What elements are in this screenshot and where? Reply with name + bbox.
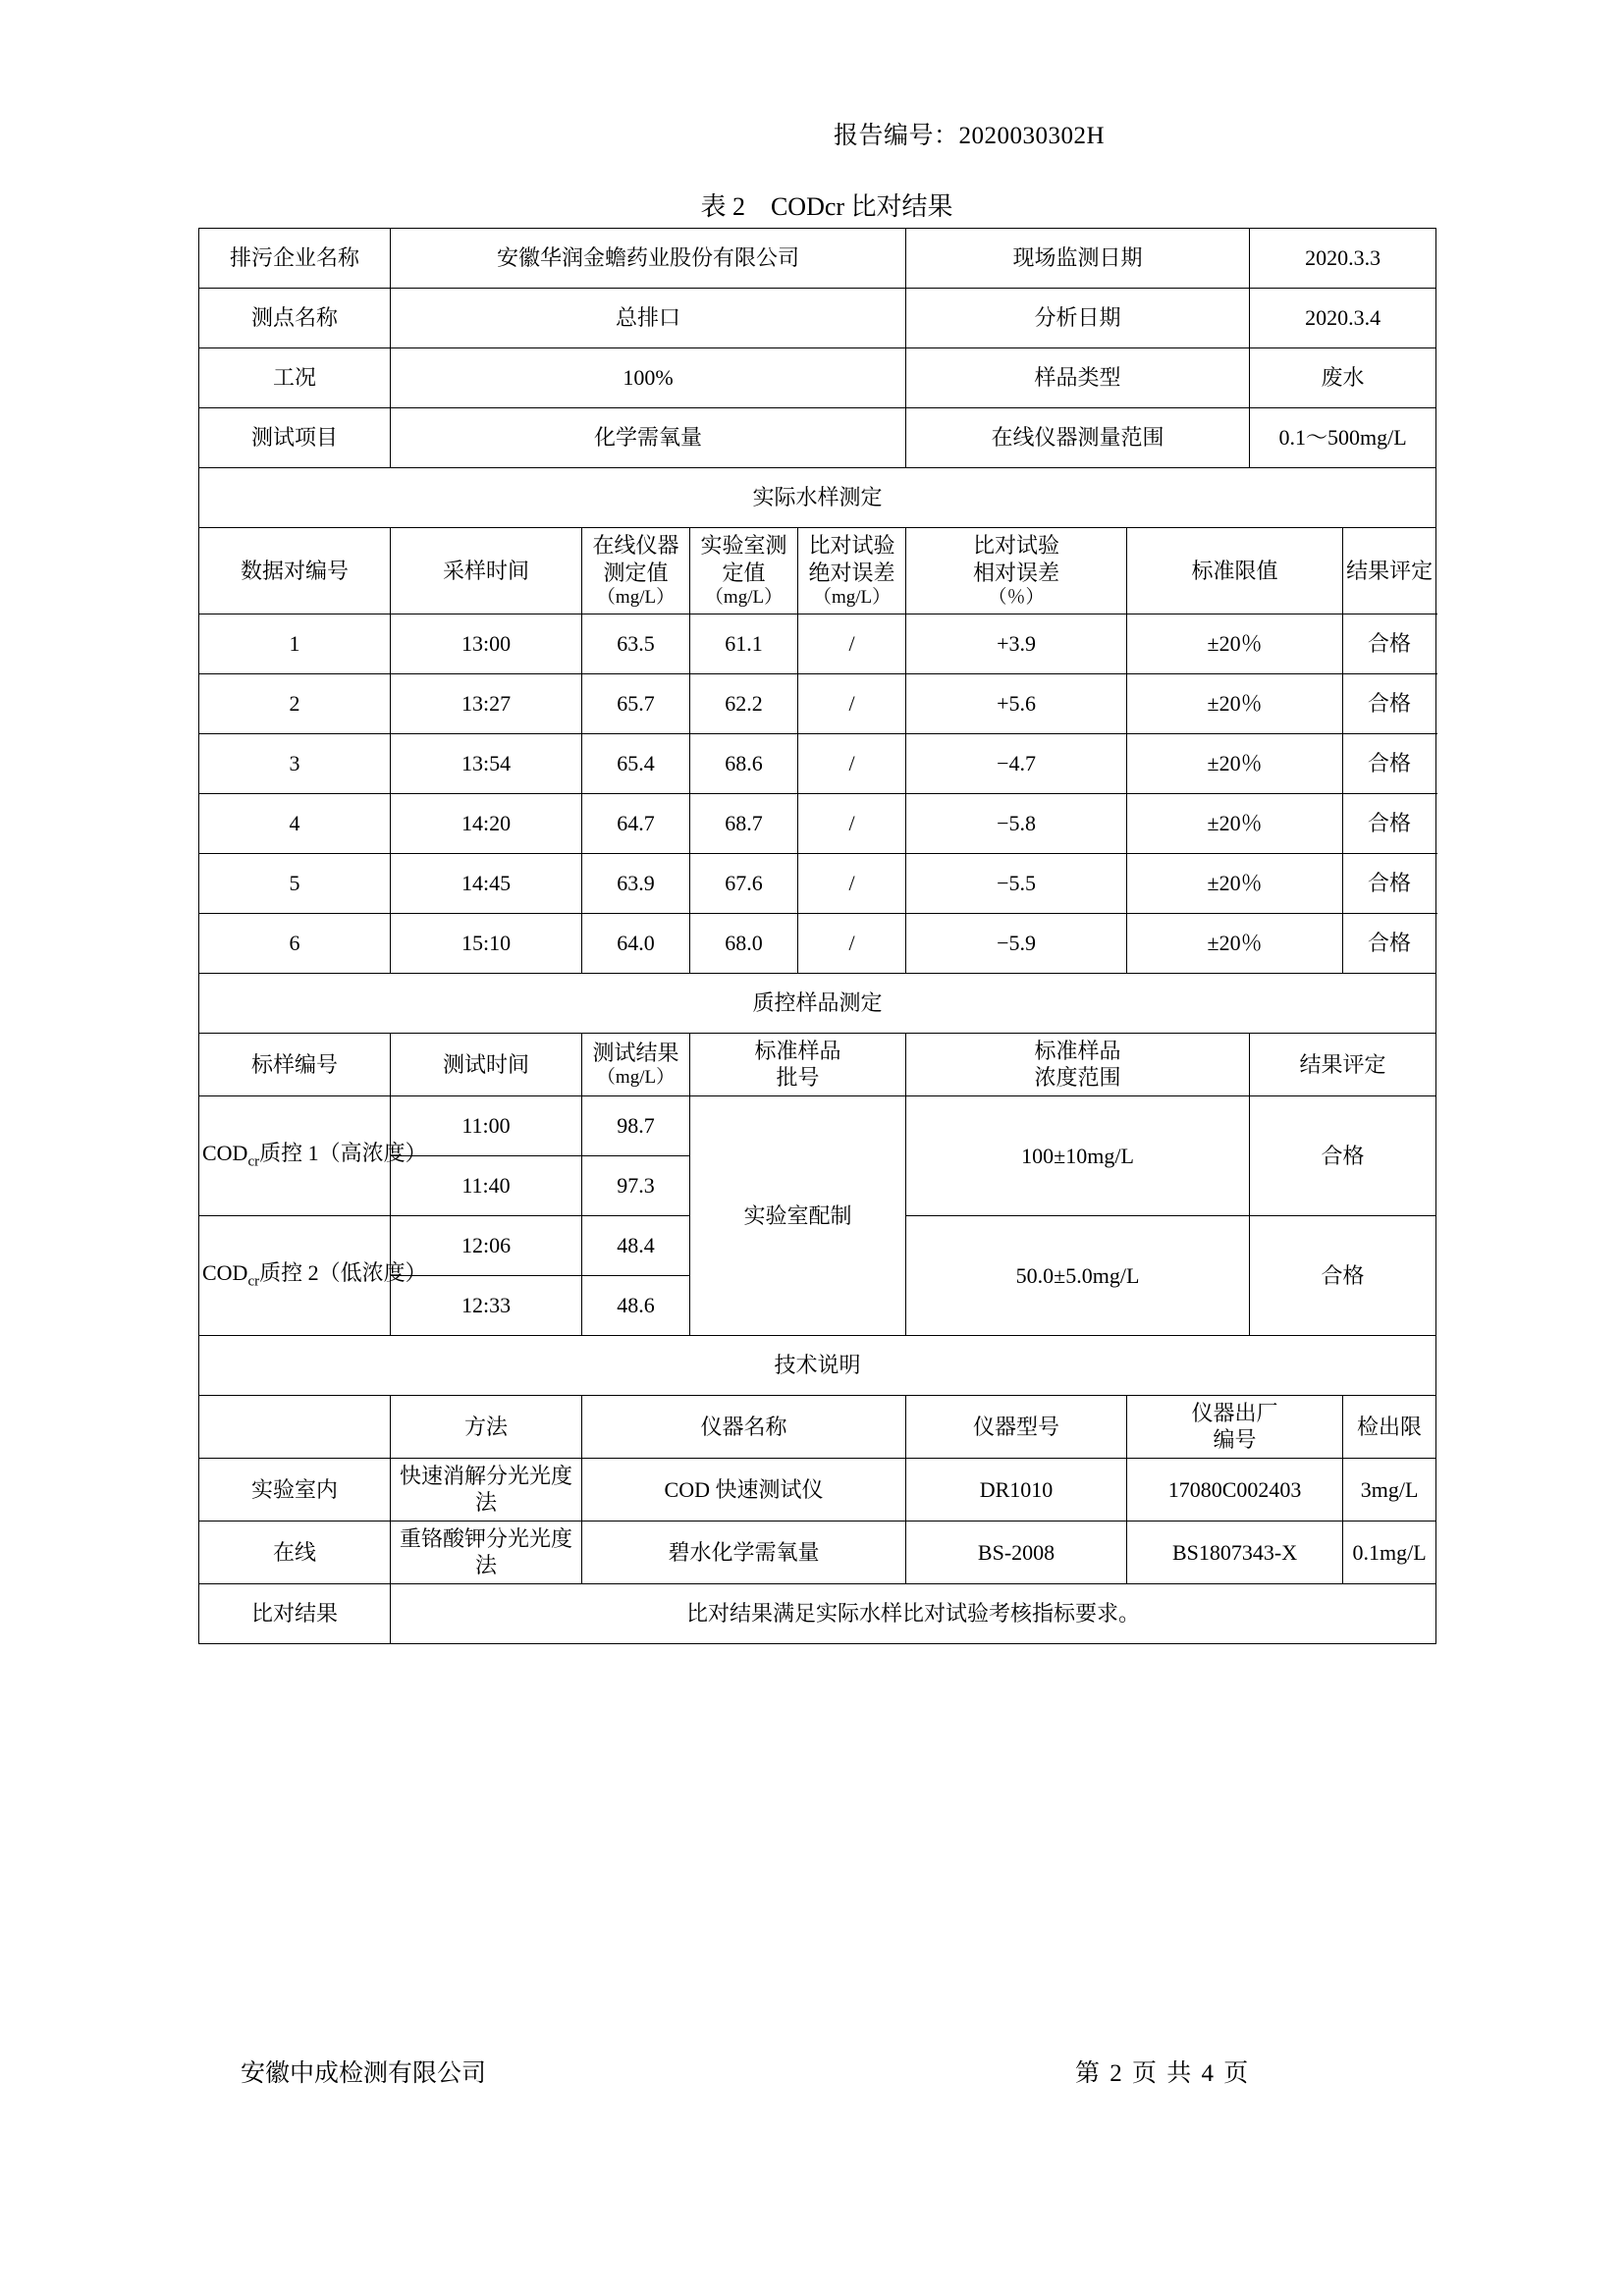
cell-lab-value: 68.7 [690,793,798,853]
line: （％） [988,587,1045,608]
cell-absolute-error: / [798,793,906,853]
line: 编号 [1213,1427,1257,1453]
tech-row-serial: BS1807343-X [1127,1521,1343,1583]
cell-evaluation: 合格 [1343,793,1436,853]
col-header-detection-limit: 检出限 [1343,1395,1436,1458]
comparison-results-table [198,228,1436,1644]
tech-row-method [391,1521,582,1583]
cell-absolute-error: / [798,673,906,733]
cell-evaluation: 合格 [1343,614,1436,673]
cell-lab-value: 68.6 [690,733,798,793]
col-header-method: 方法 [391,1395,582,1458]
line: 比对试验 [808,533,895,558]
col-header-instrument-name: 仪器名称 [582,1395,906,1458]
qc-test-result: 48.6 [582,1275,690,1335]
cell-sample-time: 14:45 [391,853,582,913]
table-row [199,973,1436,1033]
cell-evaluation: 合格 [1343,853,1436,913]
qc-test-time: 12:33 [391,1275,582,1335]
label-part: 质控 1（高浓度） [259,1141,427,1166]
cell-standard-limit: ±20％ [1127,853,1343,913]
qc-group1-label [199,1095,427,1215]
range-value: 0.1～500mg/L [1250,408,1436,468]
cell-standard-limit: ±20％ [1127,913,1343,973]
qc-evaluation: 合格 [1250,1095,1436,1215]
table-row [199,673,1436,733]
cell-online-value: 63.9 [582,853,690,913]
line: 相对误差 [973,560,1060,585]
cell-pair-no: 2 [199,673,391,733]
cell-sample-time: 15:10 [391,913,582,973]
condition-label: 工况 [199,348,391,408]
table-row [199,793,1436,853]
cell-online-value: 64.0 [582,913,690,973]
conclusion-value: 比对结果满足实际水样比对试验考核指标要求。 [391,1583,1436,1643]
tech-row-instrument: 碧水化学需氧量 [582,1521,906,1583]
table-row [199,1095,1436,1155]
cell-relative-error: −5.9 [906,913,1127,973]
qc-group2-label [199,1215,427,1335]
line: 快速消解分光光度 [400,1463,573,1488]
col-header-serial [1127,1395,1343,1458]
line: （mg/L） [596,1067,676,1089]
qc-test-time: 12:06 [391,1215,582,1275]
label-subscript: cr [247,1273,260,1290]
qc-range: 100±10mg/L [906,1095,1250,1215]
col-header-lab-value [690,528,798,614]
cell-pair-no: 3 [199,733,391,793]
col-header-standard-range [906,1033,1250,1095]
tech-row-model: BS-2008 [906,1521,1127,1583]
table-row [199,229,1436,289]
cell-absolute-error: / [798,853,906,913]
cell-standard-limit: ±20％ [1127,673,1343,733]
label-part: COD [202,1141,248,1166]
cell-relative-error: +3.9 [906,614,1127,673]
monitor-date-label: 现场监测日期 [906,229,1250,289]
point-label: 测点名称 [199,289,391,348]
cell-standard-limit: ±20％ [1127,614,1343,673]
table-row [199,528,1436,614]
col-header-standard-batch [690,1033,906,1095]
qc-section-title: 质控样品测定 [199,973,1436,1033]
tech-row-name: 在线 [199,1521,391,1583]
monitor-date-value: 2020.3.3 [1250,229,1436,289]
tech-row-detection-limit: 0.1mg/L [1343,1521,1436,1583]
tech-row-instrument: COD 快速测试仪 [582,1458,906,1521]
qc-evaluation: 合格 [1250,1215,1436,1335]
label-part: 质控 2（低浓度） [259,1260,427,1286]
cell-evaluation: 合格 [1343,913,1436,973]
qc-test-result: 97.3 [582,1155,690,1215]
table-row [199,853,1436,913]
col-header-evaluation: 结果评定 [1343,528,1436,614]
table-row [199,468,1436,528]
cell-lab-value: 68.0 [690,913,798,973]
cell-absolute-error: / [798,733,906,793]
cell-relative-error: −5.8 [906,793,1127,853]
cell-standard-limit: ±20％ [1127,733,1343,793]
cell-absolute-error: / [798,614,906,673]
col-header-absolute-error [798,528,906,614]
table-row [199,348,1436,408]
table-row [199,1583,1436,1643]
actual-section-title: 实际水样测定 [199,468,1436,528]
line: （mg/L） [704,587,784,608]
cell-sample-time: 13:00 [391,614,582,673]
col-header-test-time: 测试时间 [391,1033,582,1095]
tech-row-name: 实验室内 [199,1458,391,1521]
cell-absolute-error: / [798,913,906,973]
cell-sample-time: 14:20 [391,793,582,853]
cell-pair-no: 1 [199,614,391,673]
cell-online-value: 65.4 [582,733,690,793]
cell-sample-time: 13:27 [391,673,582,733]
col-header-instrument-model: 仪器型号 [906,1395,1127,1458]
table-row [199,614,1436,673]
qc-range: 50.0±5.0mg/L [906,1215,1250,1335]
footer-company: 安徽中成检测有限公司 [241,2060,487,2087]
col-header-online-value [582,528,690,614]
footer-page-number: 第 2 页 共 4 页 [1075,2060,1251,2087]
test-item-label: 测试项目 [199,408,391,468]
line: 批号 [776,1065,820,1091]
col-header-qc-evaluation: 结果评定 [1250,1033,1436,1095]
col-header-test-result [582,1033,690,1095]
tech-row-detection-limit: 3mg/L [1343,1458,1436,1521]
line: 定值 [722,560,766,585]
sample-type-label: 样品类型 [906,348,1250,408]
cell-online-value: 63.5 [582,614,690,673]
range-label: 在线仪器测量范围 [906,408,1250,468]
table-row [199,913,1436,973]
cell-lab-value: 62.2 [690,673,798,733]
tech-row-model: DR1010 [906,1458,1127,1521]
cell-evaluation: 合格 [1343,673,1436,733]
cell-standard-limit: ±20％ [1127,793,1343,853]
col-header-standard-limit: 标准限值 [1127,528,1343,614]
table-row [199,733,1436,793]
cell-online-value: 65.7 [582,673,690,733]
line: 法 [475,1553,498,1578]
line: （mg/L） [812,587,892,608]
cell-online-value: 64.7 [582,793,690,853]
label-part: COD [202,1260,248,1286]
table-row [199,408,1436,468]
table-row [199,1395,1436,1458]
test-item-value: 化学需氧量 [391,408,906,468]
qc-test-result: 48.4 [582,1215,690,1275]
enterprise-value: 安徽华润金蟾药业股份有限公司 [391,229,906,289]
cell-lab-value: 67.6 [690,853,798,913]
table-row [199,1033,1436,1095]
cell-pair-no: 5 [199,853,391,913]
table-row [199,289,1436,348]
cell-pair-no: 6 [199,913,391,973]
cell-lab-value: 61.1 [690,614,798,673]
line: 标准样品 [754,1038,841,1063]
tech-section-title: 技术说明 [199,1335,1436,1395]
point-value: 总排口 [391,289,906,348]
line: 在线仪器 [592,533,679,558]
table-row [199,1335,1436,1395]
sample-type-value: 废水 [1250,348,1436,408]
cell-pair-no: 4 [199,793,391,853]
col-header-pair-no: 数据对编号 [199,528,391,614]
label-subscript: cr [247,1153,260,1170]
tech-row-serial: 17080C002403 [1127,1458,1343,1521]
condition-value: 100% [391,348,906,408]
qc-batch: 实验室配制 [690,1095,906,1335]
line: 实验室测 [700,533,787,558]
line: 测定值 [603,560,669,585]
line: 测试结果 [592,1040,679,1065]
conclusion-label: 比对结果 [199,1583,391,1643]
cell-relative-error: +5.6 [906,673,1127,733]
table-title: 表 2 CODcr 比对结果 [700,192,953,221]
qc-test-time: 11:00 [391,1095,582,1155]
line: （mg/L） [596,587,676,608]
line: 标准样品 [1034,1038,1121,1063]
tech-row-method [391,1458,582,1521]
enterprise-label: 排污企业名称 [199,229,391,289]
qc-test-result: 98.7 [582,1095,690,1155]
line: 比对试验 [973,533,1060,558]
report-number: 报告编号：2020030302H [833,123,1106,149]
line: 重铬酸钾分光光度 [400,1525,573,1551]
analysis-date-value: 2020.3.4 [1250,289,1436,348]
cell-evaluation: 合格 [1343,733,1436,793]
qc-test-time: 11:40 [391,1155,582,1215]
cell-relative-error: −5.5 [906,853,1127,913]
col-header-relative-error [906,528,1127,614]
cell-sample-time: 13:54 [391,733,582,793]
line: 绝对误差 [808,560,895,585]
line: 浓度范围 [1034,1065,1121,1091]
line: 仪器出厂 [1191,1400,1278,1425]
col-header-standard-no: 标样编号 [199,1033,391,1095]
analysis-date-label: 分析日期 [906,289,1250,348]
line: 法 [475,1490,498,1516]
table-row [199,1458,1436,1521]
col-header-tech-blank [199,1395,391,1458]
col-header-sample-time: 采样时间 [391,528,582,614]
cell-relative-error: −4.7 [906,733,1127,793]
table-row [199,1521,1436,1583]
